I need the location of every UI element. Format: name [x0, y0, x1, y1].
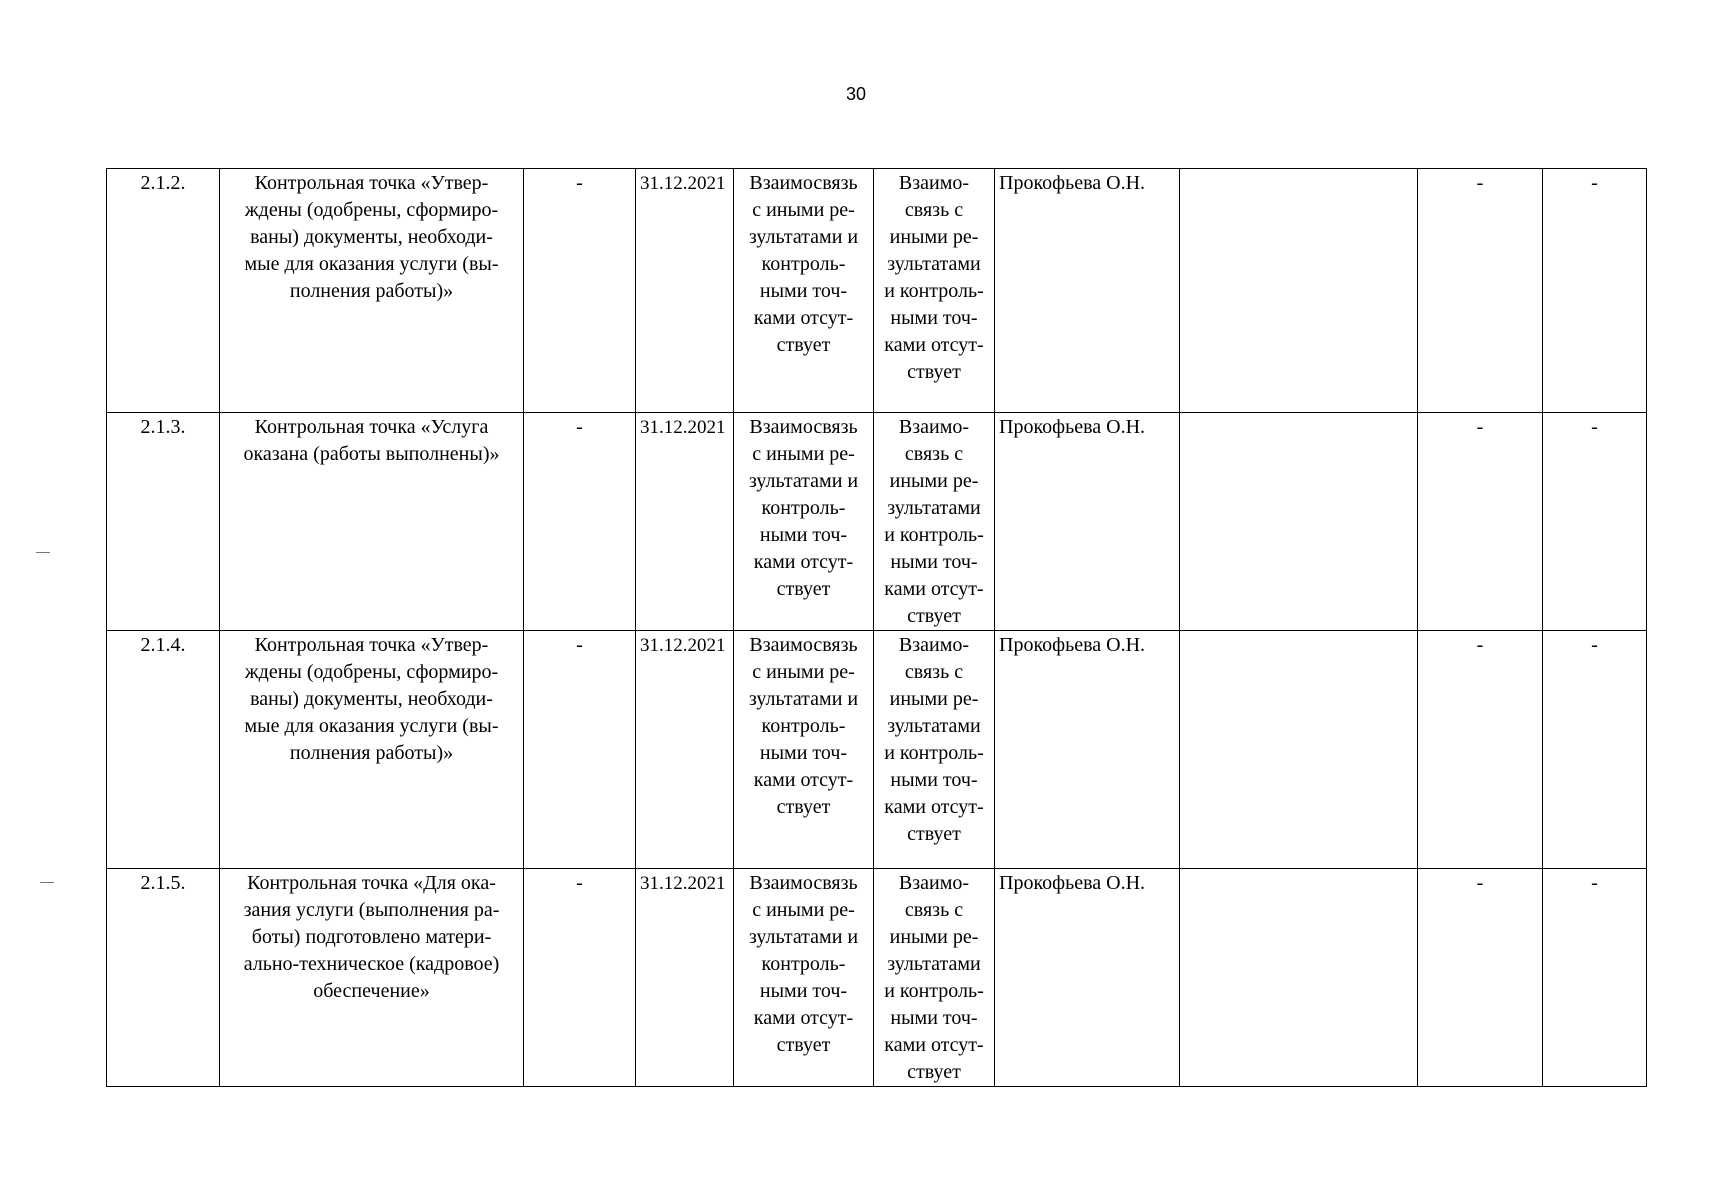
relation-cell: Взаимо- связь с иными ре- зультатами и контроль- ными точ- ками отсут- ствует	[874, 869, 995, 1087]
control-point-name: Контрольная точка «Утвер- ждены (одобрены, сформиро- ваны) документы, необходи- мые для оказания услуги (вы- полнения работы)»	[220, 169, 524, 413]
row-number: 2.1.4.	[107, 631, 220, 869]
relation-cell: Взаимо- связь с иными ре- зультатами и контроль- ными точ- ками отсут- ствует	[874, 169, 995, 413]
start-date: -	[524, 169, 636, 413]
dash-cell: -	[1418, 413, 1543, 631]
table-row	[107, 413, 1647, 631]
responsible-person: Прокофьева О.Н.	[995, 869, 1180, 1087]
table-row	[107, 631, 1647, 869]
document-cell	[1180, 169, 1418, 413]
document-cell	[1180, 869, 1418, 1087]
scan-mark	[36, 552, 50, 553]
table-row	[107, 169, 1647, 413]
control-point-name: Контрольная точка «Для ока- зания услуги (выполнения ра- боты) подготовлено матери- ально-техническое (кадровое) обеспечение»	[220, 869, 524, 1087]
relation-cell: Взаимосвязь с иными ре- зультатами и контроль- ными точ- ками отсут- ствует	[734, 869, 874, 1087]
start-date: -	[524, 631, 636, 869]
responsible-person: Прокофьева О.Н.	[995, 169, 1180, 413]
row-number: 2.1.3.	[107, 413, 220, 631]
relation-cell: Взаимосвязь с иными ре- зультатами и контроль- ными точ- ками отсут- ствует	[734, 413, 874, 631]
dash-cell: -	[1543, 169, 1647, 413]
dash-cell: -	[1543, 413, 1647, 631]
document-cell	[1180, 413, 1418, 631]
dash-cell: -	[1543, 869, 1647, 1087]
end-date: 31.12.2021	[636, 413, 734, 631]
relation-cell: Взаимо- связь с иными ре- зультатами и контроль- ными точ- ками отсут- ствует	[874, 631, 995, 869]
control-points-table	[106, 168, 1647, 1087]
row-number: 2.1.2.	[107, 169, 220, 413]
relation-cell: Взаимо- связь с иными ре- зультатами и контроль- ными точ- ками отсут- ствует	[874, 413, 995, 631]
dash-cell: -	[1418, 631, 1543, 869]
end-date: 31.12.2021	[636, 869, 734, 1087]
row-number: 2.1.5.	[107, 869, 220, 1087]
relation-cell: Взаимосвязь с иными ре- зультатами и контроль- ными точ- ками отсут- ствует	[734, 631, 874, 869]
dash-cell: -	[1543, 631, 1647, 869]
responsible-person: Прокофьева О.Н.	[995, 631, 1180, 869]
start-date: -	[524, 413, 636, 631]
control-point-name: Контрольная точка «Утвер- ждены (одобрены, сформиро- ваны) документы, необходи- мые для оказания услуги (вы- полнения работы)»	[220, 631, 524, 869]
page-number: 30	[845, 84, 867, 104]
control-point-name: Контрольная точка «Услуга оказана (работы выполнены)»	[220, 413, 524, 631]
dash-cell: -	[1418, 169, 1543, 413]
table-row	[107, 869, 1647, 1087]
end-date: 31.12.2021	[636, 631, 734, 869]
scan-mark	[40, 882, 54, 883]
relation-cell: Взаимосвязь с иными ре- зультатами и контроль- ными точ- ками отсут- ствует	[734, 169, 874, 413]
end-date: 31.12.2021	[636, 169, 734, 413]
document-cell	[1180, 631, 1418, 869]
start-date: -	[524, 869, 636, 1087]
responsible-person: Прокофьева О.Н.	[995, 413, 1180, 631]
dash-cell: -	[1418, 869, 1543, 1087]
